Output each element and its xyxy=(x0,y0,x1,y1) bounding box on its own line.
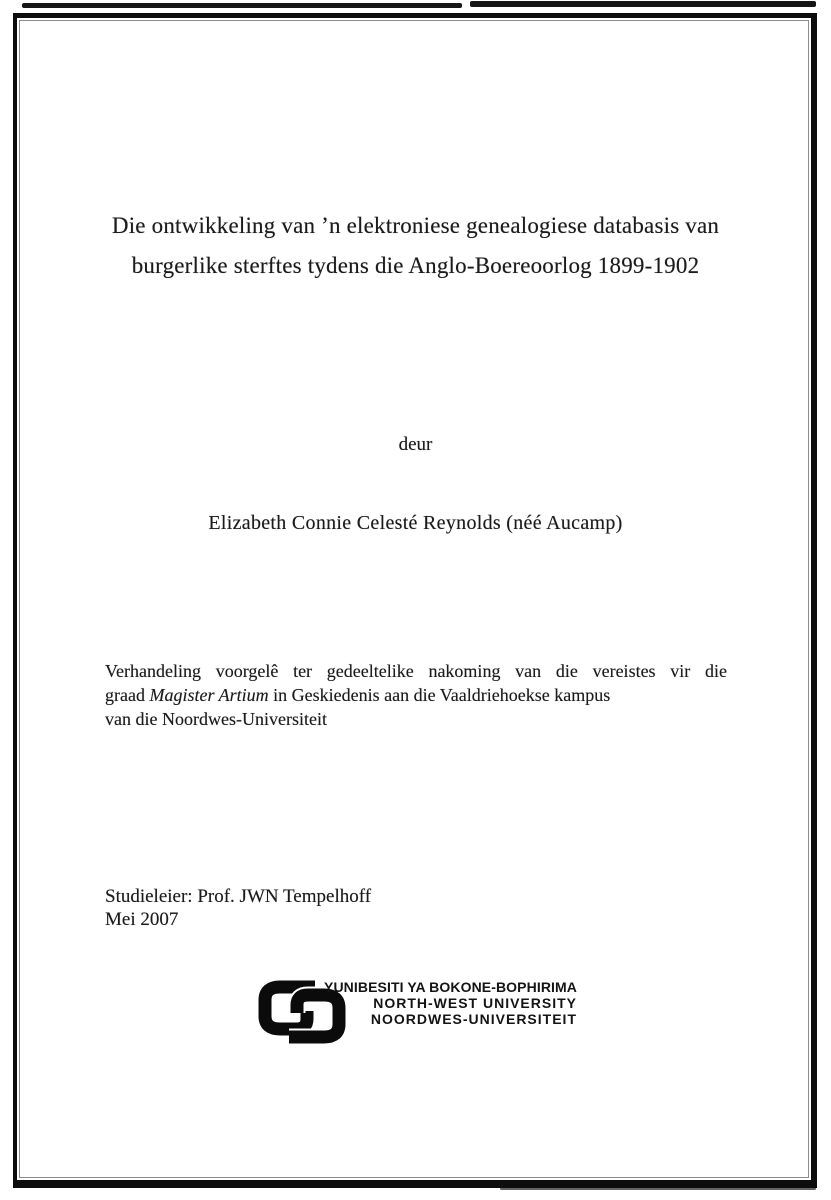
submission-statement xyxy=(105,659,727,731)
university-logo xyxy=(258,974,578,1054)
university-logo-text xyxy=(314,979,577,1027)
byline-label: deur xyxy=(398,434,433,455)
statement-line2-pre: graad xyxy=(105,685,150,705)
thesis-title-line2: burgerlike sterftes tydens die Anglo-Boereoorlog 1899-1902 xyxy=(131,253,700,278)
logo-text-english: NORTH-WEST UNIVERSITY xyxy=(373,995,577,1011)
submission-statement-line1: Verhandeling voorgelê ter gedeeltelike nakoming van die vereistes vir die xyxy=(105,661,727,681)
supervisor-line: Studieleier: Prof. JWN Tempelhoff xyxy=(105,886,372,907)
scan-edge-smear-bottom-left xyxy=(25,1185,475,1188)
scan-edge-smear-top-right xyxy=(470,1,816,7)
logo-text-afrikaans: NOORDWES-UNIVERSITEIT xyxy=(370,1011,577,1027)
statement-line2-post: in Geskiedenis aan die Vaaldriehoekse kampus xyxy=(268,685,611,705)
author-name: Elizabeth Connie Celesté Reynolds (néé Aucamp) xyxy=(208,512,623,534)
scan-edge-smear-bottom-right xyxy=(500,1187,816,1190)
submission-statement-line3: van die Noordwes-Universiteit xyxy=(105,709,327,729)
scan-edge-smear-top-left xyxy=(22,3,462,8)
submission-statement-line2 xyxy=(105,683,727,707)
statement-degree-name: Magister Artium xyxy=(149,685,269,705)
date-line: Mei 2007 xyxy=(105,909,179,930)
thesis-title xyxy=(0,206,831,286)
supervisor-block xyxy=(105,885,371,931)
logo-text-setswana: YUNIBESITI YA BOKONE-BOPHIRIMA xyxy=(324,979,577,995)
thesis-title-line1: Die ontwikkeling van ’n elektroniese genealogiese databasis van xyxy=(111,213,720,238)
